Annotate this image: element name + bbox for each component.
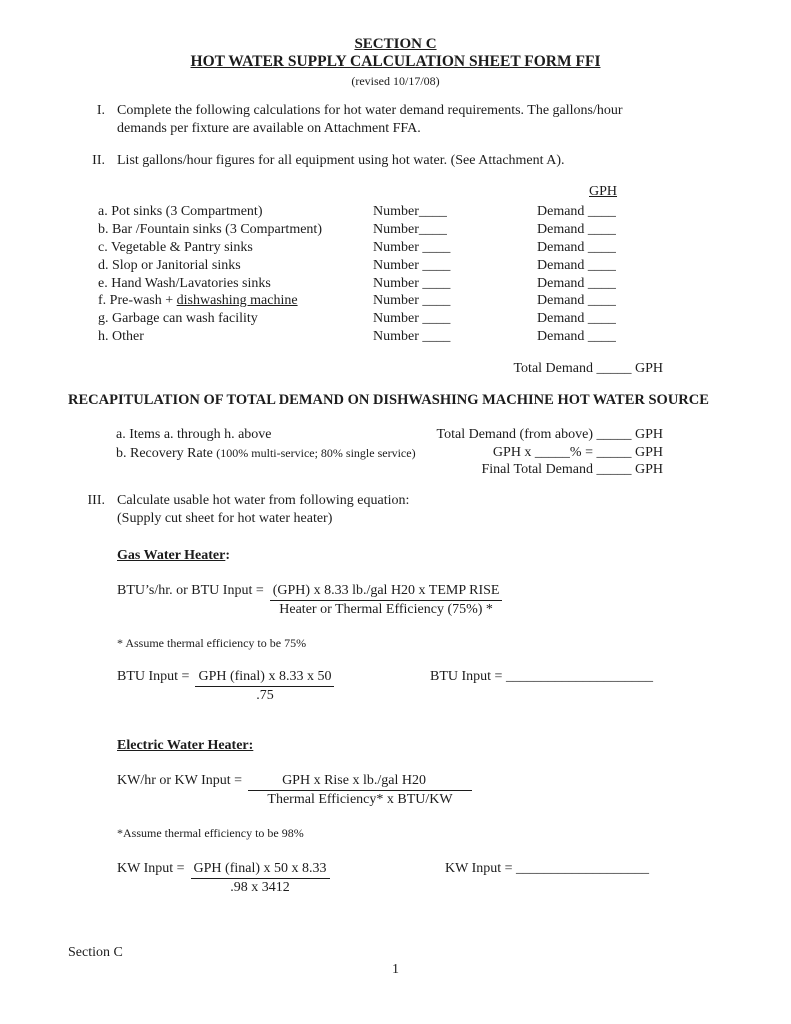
gas-formula-denominator: Heater or Thermal Efficiency (75%) * xyxy=(279,602,493,617)
demand-blank: Demand ____ xyxy=(537,293,616,309)
number-blank: Number ____ xyxy=(373,275,451,291)
section-iii-text xyxy=(117,492,409,528)
equipment-list xyxy=(98,203,698,346)
row-label: g. Garbage can wash facility xyxy=(98,311,258,327)
row-label: a. Pot sinks (3 Compartment) xyxy=(98,204,263,219)
item-1-numeral: I. xyxy=(96,103,105,118)
recap-row-a-label: a. Items a. through h. above xyxy=(116,427,272,442)
row-label: h. Other xyxy=(98,329,144,345)
item-1-line-1: Complete the following calculations for hot water demand requirements. The gallons/hour xyxy=(117,103,623,118)
number-blank: Number ____ xyxy=(373,239,451,255)
number-blank: Number____ xyxy=(373,221,447,237)
row-label: e. Hand Wash/Lavatories sinks xyxy=(98,275,271,291)
revision-note: (revised 10/17/08) xyxy=(351,74,440,88)
row-label-underlined: dishwashing machine xyxy=(176,293,298,309)
equipment-row-f xyxy=(98,292,698,310)
row-label: c. Vegetable & Pantry sinks xyxy=(98,239,253,255)
gas-calc-denominator: .75 xyxy=(256,688,274,703)
demand-blank: Demand ____ xyxy=(537,257,616,273)
electric-result xyxy=(445,860,649,878)
demand-blank: Demand ____ xyxy=(537,311,616,327)
gas-calc-formula xyxy=(117,668,334,705)
section-iii-line-1: Calculate usable hot water from following equation: xyxy=(117,493,410,508)
equipment-row-b xyxy=(98,221,698,239)
number-blank: Number ____ xyxy=(373,257,451,273)
number-blank: Number ____ xyxy=(373,311,451,327)
number-blank: Number____ xyxy=(373,204,447,219)
number-blank: Number ____ xyxy=(373,293,451,309)
section-iii-line-2: (Supply cut sheet for hot water heater) xyxy=(117,511,333,526)
row-label: f. Pre-wash + xyxy=(98,293,177,309)
equipment-row-d xyxy=(98,257,698,275)
page-subtitle: HOT WATER SUPPLY CALCULATION SHEET FORM FFI xyxy=(190,53,601,70)
equipment-row-h xyxy=(98,328,698,346)
page-number: 1 xyxy=(392,962,399,977)
gas-formula xyxy=(117,582,502,619)
section-iii-numeral: III. xyxy=(87,493,105,508)
electric-calc-formula xyxy=(117,860,330,897)
electric-formula xyxy=(117,772,472,809)
electric-heater-heading: Electric Water Heater: xyxy=(117,738,254,753)
demand-blank: Demand ____ xyxy=(537,239,616,255)
gas-efficiency-note: * Assume thermal efficiency to be 75% xyxy=(117,636,307,650)
electric-calc-numerator: GPH (final) x 50 x 8.33 xyxy=(191,860,330,879)
item-1-line-2: demands per fixture are available on Attachment FFA. xyxy=(117,121,421,136)
item-1-text xyxy=(117,102,623,138)
equipment-row-a xyxy=(98,203,698,221)
electric-formula-fraction xyxy=(248,772,472,809)
gas-calc-label: BTU Input = xyxy=(117,669,190,684)
demand-blank: Demand ____ xyxy=(537,204,616,219)
recap-row-b-note: (100% multi-service; 80% single service) xyxy=(216,446,416,460)
electric-formula-label: KW/hr or KW Input = xyxy=(117,773,243,788)
demand-blank: Demand ____ xyxy=(537,275,616,291)
gas-calc-fraction xyxy=(195,668,334,705)
gph-column-header: GPH xyxy=(589,184,618,199)
gas-result-label: BTU Input = xyxy=(430,669,503,684)
number-blank: Number ____ xyxy=(373,329,451,345)
total-demand-line: Total Demand _____ GPH xyxy=(513,361,663,376)
electric-result-blank: ___________________ xyxy=(516,861,650,876)
recap-heading: RECAPITULATION OF TOTAL DEMAND ON DISHWASHING MACHINE HOT WATER SOURCE xyxy=(68,392,709,408)
recap-row-b-value: GPH x _____% = _____ GPH xyxy=(492,445,663,460)
equipment-row-e xyxy=(98,275,698,293)
gas-result-blank: _____________________ xyxy=(505,669,653,684)
gas-heater-heading-colon: : xyxy=(225,548,231,563)
demand-blank: Demand ____ xyxy=(537,329,616,345)
recap-row-b-label xyxy=(116,444,416,463)
equipment-row-c xyxy=(98,239,698,257)
gas-calc-numerator: GPH (final) x 8.33 x 50 xyxy=(195,668,334,687)
demand-blank: Demand ____ xyxy=(537,221,616,237)
recap-row-a-value: Total Demand (from above) _____ GPH xyxy=(436,427,663,442)
page-title: SECTION C xyxy=(354,36,437,52)
electric-calc-fraction xyxy=(191,860,330,897)
equipment-row-g xyxy=(98,310,698,328)
row-label: d. Slop or Janitorial sinks xyxy=(98,257,241,273)
electric-formula-numerator: GPH x Rise x lb./gal H20 xyxy=(248,772,472,791)
item-2-text: List gallons/hour figures for all equipment using hot water. (See Attachment A). xyxy=(117,153,565,168)
electric-formula-denominator: Thermal Efficiency* x BTU/KW xyxy=(267,792,453,807)
electric-calc-label: KW Input = xyxy=(117,861,185,876)
gas-formula-label: BTU’s/hr. or BTU Input = xyxy=(117,583,264,598)
electric-calc-denominator: .98 x 3412 xyxy=(230,880,290,895)
gas-formula-fraction xyxy=(270,582,503,619)
gas-heater-heading xyxy=(117,547,230,565)
footer-section-label: Section C xyxy=(68,945,123,960)
gas-heater-heading-text: Gas Water Heater xyxy=(117,548,226,563)
electric-result-label: KW Input = xyxy=(445,861,513,876)
row-label: b. Bar /Fountain sinks (3 Compartment) xyxy=(98,221,322,237)
recap-final-line: Final Total Demand _____ GPH xyxy=(481,462,663,477)
gas-result xyxy=(430,668,653,686)
item-2-numeral: II. xyxy=(92,153,105,168)
electric-efficiency-note: *Assume thermal efficiency to be 98% xyxy=(117,826,304,840)
gas-formula-numerator: (GPH) x 8.33 lb./gal H20 x TEMP RISE xyxy=(270,582,503,601)
recap-row-b-label-text: b. Recovery Rate xyxy=(116,446,217,461)
